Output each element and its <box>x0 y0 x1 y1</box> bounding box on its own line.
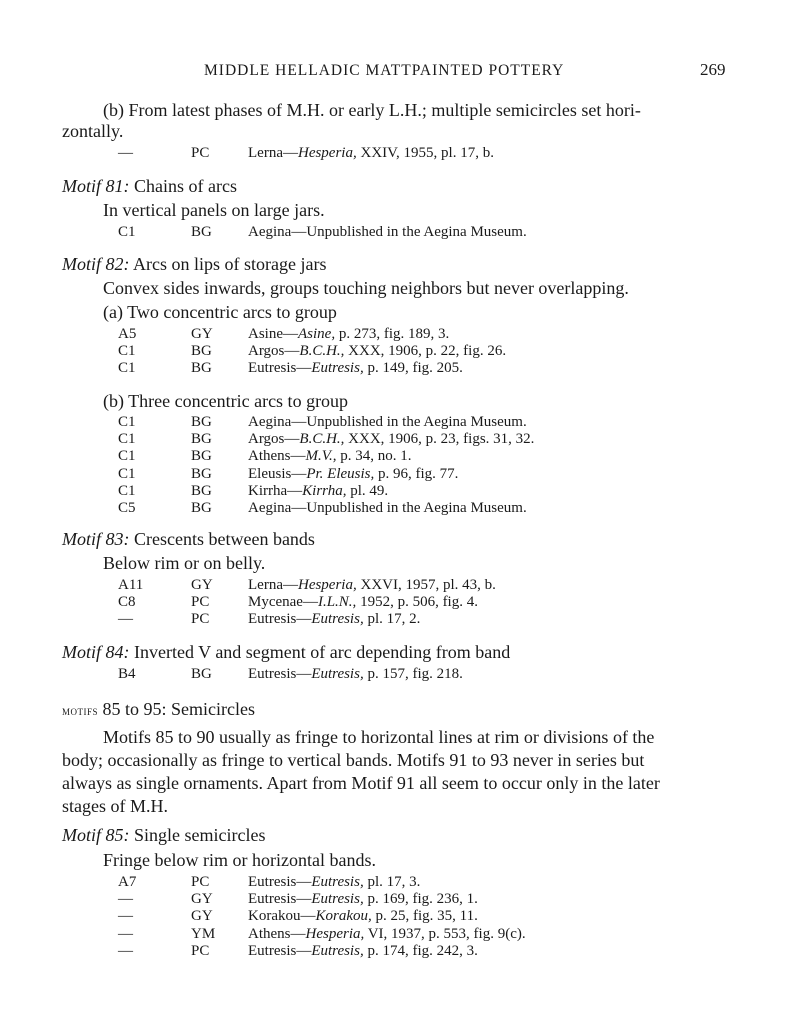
ref-citation <box>248 414 527 431</box>
motif-label: Motif 85: <box>62 825 130 845</box>
ref-details: pl. 17, 3. <box>363 874 421 890</box>
page-number: 269 <box>700 60 726 79</box>
ref-ware: BG <box>191 343 212 360</box>
ref-ware: GY <box>191 908 213 925</box>
ref-site: Aegina—Unpublished in the Aegina Museum. <box>248 500 527 516</box>
ref-ware: BG <box>191 666 212 682</box>
ref-site: Lerna— <box>248 145 298 161</box>
ref-ware: GY <box>191 891 213 908</box>
ref-site: Kirrha— <box>248 482 303 499</box>
ref-publication: Eutresis, <box>311 891 364 908</box>
ref-ware: BG <box>191 482 212 499</box>
ref-ware: GY <box>191 326 213 342</box>
ref-publication: Hesperia, <box>305 925 365 942</box>
semicircles-para-line4: stages of M.H. <box>62 796 168 816</box>
motif-82-sub-b: (b) Three concentric arcs to group <box>103 391 349 411</box>
ref-code: — <box>118 908 133 925</box>
motifs-label: motifs <box>62 703 99 718</box>
ref-code: — <box>118 145 133 161</box>
ref-citation <box>248 891 478 908</box>
ref-publication: Korakou, <box>315 908 372 925</box>
ref-details: p. 174, fig. 242, 3. <box>363 942 478 959</box>
ref-details: XXX, 1906, p. 22, fig. 26. <box>344 343 507 360</box>
motif-label: Motif 82: <box>62 254 130 274</box>
motifs-85-95-heading <box>62 699 255 720</box>
ref-citation <box>248 926 526 943</box>
ref-code: C1 <box>118 360 136 377</box>
motif-label: Motif 81: <box>62 176 130 196</box>
ref-details: VI, 1937, p. 553, fig. 9(c). <box>364 925 526 942</box>
ref-citation <box>248 343 506 360</box>
ref-citation <box>248 326 449 343</box>
ref-citation <box>248 483 388 500</box>
ref-site: Korakou— <box>248 908 316 925</box>
motif-83-desc: Below rim or on belly. <box>103 553 266 573</box>
ref-site: Lerna— <box>248 577 298 593</box>
ref-code: — <box>118 891 133 908</box>
ref-citation <box>248 224 527 241</box>
ref-site: Athens— <box>248 448 306 465</box>
ref-code: — <box>118 942 133 959</box>
ref-code: C1 <box>118 224 136 240</box>
motif-81-heading <box>62 176 237 197</box>
ref-details: p. 96, fig. 77. <box>374 465 459 482</box>
ref-code: B4 <box>118 666 136 682</box>
motif-84-heading <box>62 642 510 663</box>
ref-details: p. 25, fig. 35, 11. <box>371 908 478 925</box>
ref-site: Eutresis— <box>248 611 312 628</box>
motif-82-desc: Convex sides inwards, groups touching neighbors but never overlapping. <box>103 278 629 298</box>
ref-ware: BG <box>191 431 212 448</box>
ref-code: C1 <box>118 414 136 430</box>
ref-publication: Hesperia, <box>297 577 357 593</box>
ref-ware: PC <box>191 594 210 611</box>
ref-publication: B.C.H., <box>299 343 345 360</box>
ref-publication: Eutresis, <box>311 874 364 890</box>
ref-ware: BG <box>191 500 212 516</box>
motif-title: Crescents between bands <box>134 529 315 549</box>
ref-site: Eutresis— <box>248 891 312 908</box>
ref-publication: M.V., <box>305 448 337 465</box>
ref-details: p. 273, fig. 189, 3. <box>335 326 450 342</box>
ref-publication: Eutresis, <box>311 360 364 377</box>
ref-details: XXIV, 1955, pl. 17, b. <box>356 145 494 161</box>
ref-ware: PC <box>191 145 210 161</box>
motif-label: Motif 84: <box>62 642 130 662</box>
ref-ware: PC <box>191 874 210 890</box>
ref-code: A5 <box>118 326 137 342</box>
ref-publication: I.L.N., <box>317 594 357 611</box>
ref-ware: GY <box>191 577 213 593</box>
ref-code: C1 <box>118 343 136 360</box>
ref-site: Argos— <box>248 431 300 448</box>
motifs-title: 85 to 95: Semicircles <box>102 699 255 719</box>
ref-code: C1 <box>118 482 136 499</box>
ref-citation <box>248 577 496 594</box>
ref-details: XXVI, 1957, pl. 43, b. <box>356 577 496 593</box>
ref-details: XXX, 1906, p. 23, figs. 31, 32. <box>344 431 535 448</box>
ref-code: C8 <box>118 594 136 611</box>
motif-82-heading <box>62 254 326 275</box>
ref-citation <box>248 594 478 611</box>
ref-ware: BG <box>191 360 212 377</box>
motif-83-heading <box>62 529 315 550</box>
ref-publication: Hesperia, <box>297 145 357 161</box>
semicircles-para-line2: body; occasionally as fringe to vertical bands. Motifs 91 to 93 never in series but <box>62 750 645 770</box>
ref-site: Mycenae— <box>248 594 318 611</box>
motif-title: Inverted V and segment of arc depending from band <box>134 642 511 662</box>
ref-details: 1952, p. 506, fig. 4. <box>356 594 478 611</box>
ref-ware: YM <box>191 925 216 942</box>
ref-site: Argos— <box>248 343 300 360</box>
ref-citation <box>248 360 463 377</box>
ref-citation <box>248 943 478 960</box>
running-header-title: MIDDLE HELLADIC MATTPAINTED POTTERY <box>204 62 565 79</box>
ref-code: C1 <box>118 448 136 465</box>
ref-ware: PC <box>191 942 210 959</box>
ref-details: p. 34, no. 1. <box>336 448 412 465</box>
ref-publication: Eutresis, <box>311 942 364 959</box>
ref-ware: BG <box>191 465 212 482</box>
ref-site: Eutresis— <box>248 666 312 682</box>
intro-b-line2: zontally. <box>62 121 124 141</box>
ref-site: Aegina—Unpublished in the Aegina Museum. <box>248 414 527 430</box>
motif-81-desc: In vertical panels on large jars. <box>103 200 325 220</box>
ref-code: C5 <box>118 500 136 516</box>
ref-publication: Asine, <box>298 326 336 342</box>
ref-ware: BG <box>191 414 212 430</box>
ref-citation <box>248 431 534 448</box>
ref-code: — <box>118 611 133 628</box>
ref-publication: Kirrha, <box>302 482 347 499</box>
ref-publication: Eutresis, <box>311 666 364 682</box>
ref-code: — <box>118 925 133 942</box>
ref-code: C1 <box>118 465 136 482</box>
ref-citation <box>248 908 478 925</box>
ref-code: C1 <box>118 431 136 448</box>
ref-citation <box>248 500 527 517</box>
ref-site: Athens— <box>248 925 306 942</box>
ref-details: p. 169, fig. 236, 1. <box>363 891 478 908</box>
ref-ware: BG <box>191 224 212 240</box>
motif-82-sub-a: (a) Two concentric arcs to group <box>103 302 337 322</box>
motif-title: Arcs on lips of storage jars <box>133 254 327 274</box>
ref-site: Eutresis— <box>248 874 312 890</box>
ref-code: A11 <box>118 577 144 593</box>
ref-citation <box>248 611 420 628</box>
ref-citation <box>248 874 420 891</box>
motif-title: Single semicircles <box>134 825 266 845</box>
ref-details: p. 149, fig. 205. <box>363 360 463 377</box>
ref-details: pl. 49. <box>346 482 389 499</box>
motif-label: Motif 83: <box>62 529 130 549</box>
ref-publication: Pr. Eleusis, <box>306 465 375 482</box>
motif-85-desc: Fringe below rim or horizontal bands. <box>103 850 376 870</box>
ref-ware: PC <box>191 611 210 628</box>
ref-site: Aegina—Unpublished in the Aegina Museum. <box>248 224 527 240</box>
ref-citation <box>248 448 411 465</box>
ref-details: pl. 17, 2. <box>363 611 421 628</box>
intro-b-line1: (b) From latest phases of M.H. or early L.H.; multiple semicircles set hori- <box>103 100 641 120</box>
semicircles-para-line3: always as single ornaments. Apart from Motif 91 all seem to occur only in the later <box>62 773 660 793</box>
ref-details: p. 157, fig. 218. <box>363 666 463 682</box>
semicircles-para-line1: Motifs 85 to 90 usually as fringe to horizontal lines at rim or divisions of the <box>103 727 655 747</box>
ref-citation <box>248 466 458 483</box>
ref-citation <box>248 145 494 162</box>
ref-site: Asine— <box>248 326 298 342</box>
ref-citation <box>248 666 463 683</box>
ref-site: Eutresis— <box>248 360 312 377</box>
ref-site: Eleusis— <box>248 465 307 482</box>
motif-85-heading <box>62 825 265 846</box>
ref-site: Eutresis— <box>248 942 312 959</box>
ref-publication: B.C.H., <box>299 431 345 448</box>
ref-ware: BG <box>191 448 212 465</box>
ref-code: A7 <box>118 874 137 890</box>
motif-title: Chains of arcs <box>134 176 237 196</box>
ref-publication: Eutresis, <box>311 611 364 628</box>
